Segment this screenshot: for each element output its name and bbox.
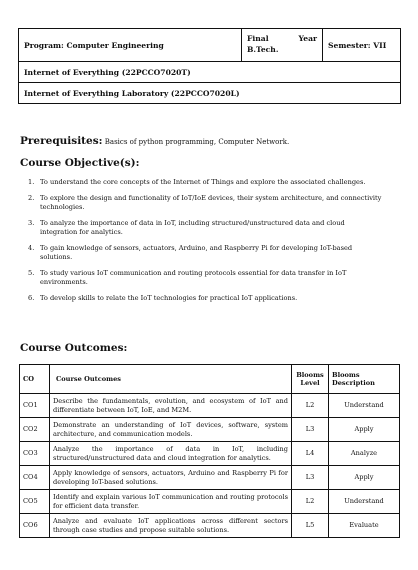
objective-text: To study various IoT communication and routing protocols essential for data transfer in IoT environments. (40, 268, 347, 286)
table-row (20, 466, 400, 490)
description-column-header: Blooms Description (329, 365, 400, 394)
objective-number: 5. (28, 268, 35, 277)
prerequisites (20, 135, 289, 147)
objective-item (20, 294, 382, 304)
objective-item (20, 244, 382, 263)
outcome-column-header: Course Outcomes (50, 365, 292, 394)
outcome-cell: Analyze and evaluate IoT applications across different sectors through case studies and propose suitable solutions. (50, 514, 292, 538)
course-theory-cell: Internet of Everything (22PCCO7020T) (19, 62, 401, 83)
program-cell: Program: Computer Engineering (19, 29, 242, 62)
level-cell: L2 (292, 394, 329, 418)
objective-text: To develop skills to relate the IoT technologies for practical IoT applications. (40, 293, 298, 302)
objective-number: 6. (28, 293, 35, 302)
description-cell: Understand (329, 394, 400, 418)
outcomes-table (19, 364, 400, 538)
level-cell: L3 (292, 466, 329, 490)
objective-text: To understand the core concepts of the Internet of Things and explore the associated challenges. (40, 178, 366, 186)
co-cell: CO1 (20, 394, 50, 418)
co-column-header: CO (20, 365, 50, 394)
objective-number: 1. (28, 178, 35, 186)
outcome-cell: Analyze the importance of data in IoT, including structured/unstructured data and cloud integration for analytics. (50, 442, 292, 466)
outcome-cell: Apply knowledge of sensors, actuators, Arduino and Raspberry Pi for developing IoT-based solutions. (50, 466, 292, 490)
objective-item (20, 194, 382, 213)
table-row (20, 418, 400, 442)
co-cell: CO4 (20, 466, 50, 490)
degree-label: B.Tech. (247, 45, 279, 54)
outcome-cell: Describe the fundamentals, evolution, and ecosystem of IoT and differentiate between IoT, IoE, and M2M. (50, 394, 292, 418)
co-cell: CO3 (20, 442, 50, 466)
objective-number: 4. (28, 243, 35, 252)
outcomes-header-row (20, 365, 400, 394)
semester-cell: Semester: VII (323, 29, 401, 62)
level-cell: L3 (292, 418, 329, 442)
level-cell: L5 (292, 514, 329, 538)
description-cell: Evaluate (329, 514, 400, 538)
outcome-cell: Identify and explain various IoT communication and routing protocols for efficient data transfer. (50, 490, 292, 514)
co-cell: CO6 (20, 514, 50, 538)
prerequisites-label: Prerequisites: (20, 135, 103, 147)
outcome-cell: Demonstrate an understanding of IoT devices, software, system architecture, and communication models. (50, 418, 292, 442)
co-cell: CO5 (20, 490, 50, 514)
level-cell: L4 (292, 442, 329, 466)
table-row (20, 490, 400, 514)
outcomes-heading: Course Outcomes: (20, 342, 128, 354)
objective-number: 2. (28, 193, 35, 202)
objective-text: To analyze the importance of data in IoT, including structured/unstructured data and cloud integration for analytics. (40, 218, 345, 236)
table-row (20, 514, 400, 538)
description-cell: Apply (329, 418, 400, 442)
objective-text: To explore the design and functionality of IoT/IoE devices, their system architecture, and connectivity technologies. (40, 193, 382, 211)
table-row (20, 394, 400, 418)
objective-item (20, 178, 382, 188)
level-column-header: Blooms Level (292, 365, 329, 394)
description-cell: Apply (329, 466, 400, 490)
program-header-table (18, 28, 401, 104)
co-cell: CO2 (20, 418, 50, 442)
objective-item (20, 219, 382, 238)
objectives-list (20, 178, 382, 309)
final-label: Final (247, 34, 269, 43)
objective-item (20, 269, 382, 288)
objectives-heading: Course Objective(s): (20, 157, 140, 169)
prerequisites-text: Basics of python programming, Computer Network. (104, 138, 290, 146)
course-lab-cell: Internet of Everything Laboratory (22PCCO7020L) (19, 83, 401, 104)
objective-number: 3. (28, 218, 35, 227)
level-cell: L2 (292, 490, 329, 514)
description-cell: Analyze (329, 442, 400, 466)
objective-text: To gain knowledge of sensors, actuators, Arduino, and Raspberry Pi for developing IoT-based solutions. (40, 243, 353, 261)
final-year-cell (242, 29, 323, 62)
table-row (20, 442, 400, 466)
description-cell: Understand (329, 490, 400, 514)
year-label: Year (298, 34, 317, 43)
